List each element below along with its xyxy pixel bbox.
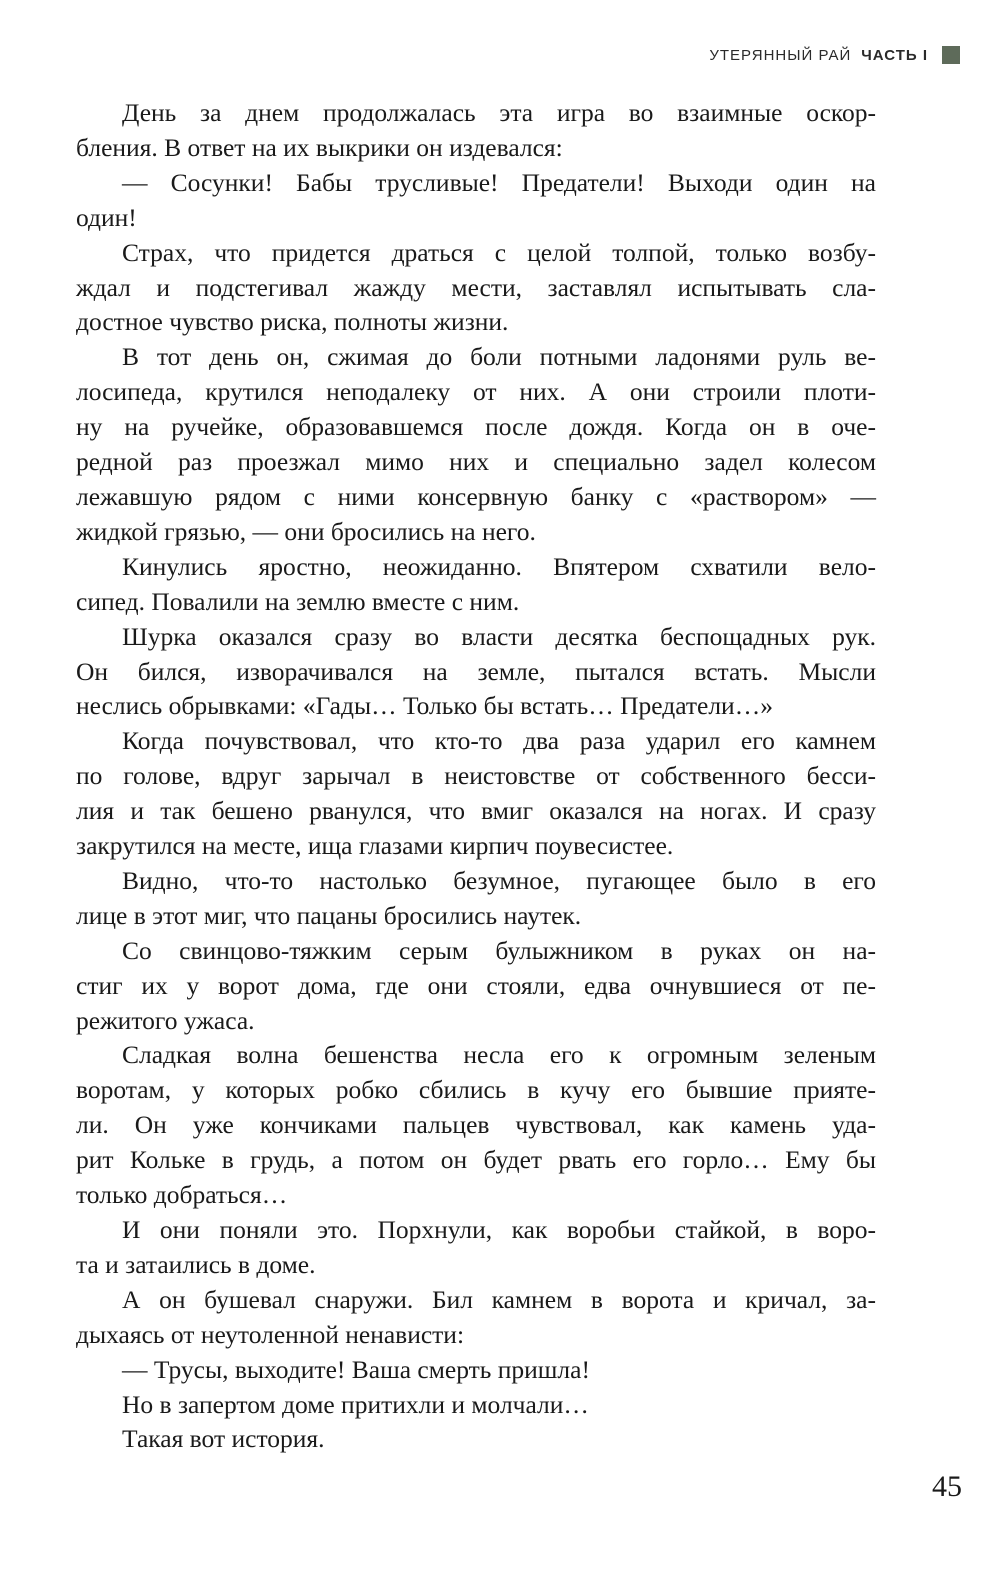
text-line: только добраться… — [76, 1180, 288, 1210]
text-line: стиг их у ворот дома, где они стояли, едва очнувшиеся от пе- — [76, 970, 876, 1000]
body-text — [76, 96, 876, 1457]
text-line: жидкой грязью, — они бросились на него. — [76, 516, 536, 546]
section-marker — [942, 46, 960, 64]
text-line: закрутился на месте, ища глазами кирпич поувесистее. — [76, 831, 674, 861]
text-line: достное чувство риска, полноты жизни. — [76, 307, 509, 337]
text-line: по голове, вдруг зарычал в неистовстве от собственного бесси- — [76, 761, 876, 791]
text-line: Страх, что придется драться с целой толпой, только возбу- — [122, 237, 876, 267]
text-line: та и затаились в доме. — [76, 1249, 316, 1279]
page-number: 45 — [932, 1470, 962, 1503]
text-line: бления. В ответ на их выкрики он издевался: — [76, 132, 563, 162]
text-line: И они поняли это. Порхнули, как воробьи стайкой, в воро- — [122, 1215, 876, 1244]
text-line: лице в этот миг, что пацаны бросились наутек. — [76, 900, 582, 930]
text-line: — Сосунки! Бабы трусливые! Предатели! Выходи один на — [122, 167, 876, 197]
text-line: воротам, у которых робко сбились в кучу его бывшие прияте- — [76, 1075, 876, 1105]
text-line: — Трусы, выходите! Ваша смерть пришла! — [122, 1354, 590, 1384]
text-line: лия и так бешено рванулся, что вмиг оказался на ногах. И сразу — [76, 796, 876, 826]
text-line: рит Кольке в грудь, а потом он будет рвать его горло… Ему бы — [76, 1145, 876, 1175]
text-line: Но в запертом доме притихли и молчали… — [122, 1389, 589, 1419]
text-line: Когда почувствовал, что кто-то два раза ударил его камнем — [122, 726, 876, 756]
text-line: В тот день он, сжимая до боли потными ладонями руль ве- — [122, 342, 876, 372]
part-label: ЧАСТЬ I — [861, 46, 928, 64]
text-line: Такая вот история. — [122, 1424, 325, 1454]
text-line: А он бушевал снаружи. Бил камнем в ворота и кричал, за- — [122, 1284, 876, 1314]
book-title: УТЕРЯННЫЙ РАЙ — [709, 46, 852, 64]
text-line: сипед. Повалили на землю вместе с ним. — [76, 586, 520, 616]
text-line: неслись обрывками: «Гады… Только бы встать… Предатели…» — [76, 691, 773, 721]
text-line: лежавшую рядом с ними консервную банку с «раствором» — — [76, 481, 876, 511]
text-line: ну на ручейке, образовавшемся после дождя. Когда он в оче- — [76, 412, 876, 442]
text-line: Он бился, изворачивался на земле, пытался встать. Мысли — [76, 656, 876, 686]
text-line: Шурка оказался сразу во власти десятка беспощадных рук. — [122, 621, 876, 651]
text-line: лосипеда, крутился неподалеку от них. А они строили плоти- — [76, 377, 876, 407]
text-line: ждал и подстегивал жажду мести, заставлял испытывать сла- — [76, 272, 876, 302]
text-line: Со свинцово-тяжким серым булыжником в руках он на- — [122, 935, 876, 965]
text-line: День за днем продолжалась эта игра во взаимные оскор- — [122, 98, 876, 127]
text-line: ли. Он уже кончиками пальцев чувствовал, как камень уда- — [76, 1110, 876, 1140]
text-line: редной раз проезжал мимо них и специально задел колесом — [76, 447, 876, 477]
text-line: один! — [76, 202, 137, 232]
text-line: Видно, что-то настолько безумное, пугающее было в его — [122, 865, 876, 895]
running-head — [709, 46, 960, 64]
text-line: Сладкая волна бешенства несла его к огромным зеленым — [122, 1040, 876, 1070]
text-line: режитого ужаса. — [76, 1005, 255, 1035]
text-line: Кинулись яростно, неожиданно. Впятером схватили вело- — [122, 551, 876, 581]
text-line: дыхаясь от неутоленной ненависти: — [76, 1319, 465, 1349]
